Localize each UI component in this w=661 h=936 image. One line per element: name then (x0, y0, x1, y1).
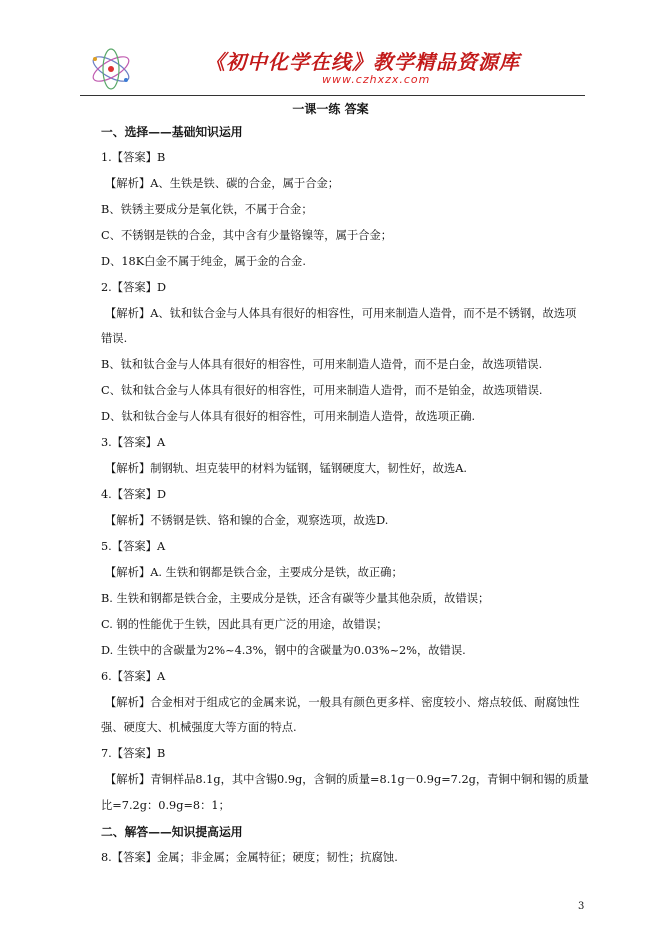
explanation-line: C、钛和钛合金与人体具有很好的相容性，可用来制造人造骨，而不是铂金，故选项错误. (101, 384, 543, 397)
explanation-line: B、钛和钛合金与人体具有很好的相容性，可用来制造人造骨，而不是白金，故选项错误. (101, 358, 543, 371)
explanation-line: B、铁锈主要成分是氧化铁，不属于合金； (101, 203, 313, 216)
answer-line: 7.【答案】B (101, 747, 166, 760)
page-header (80, 38, 585, 96)
answer-line: 1.【答案】B (101, 151, 166, 164)
header-divider (80, 95, 585, 96)
answer-line: 6.【答案】A (101, 670, 166, 683)
answer-line: 5.【答案】A (101, 540, 166, 553)
explanation-line: 强、硬度大、机械强度大等方面的特点. (101, 721, 297, 734)
answer-line: 8.【答案】金属；非金属；金属特征；硬度；韧性；抗腐蚀. (101, 851, 398, 864)
explanation-line: 【解析】A、钛和钛合金与人体具有很好的相容性，可用来制造人造骨，而不是不锈钢，故选项 (105, 307, 577, 320)
page-number: 3 (578, 901, 585, 912)
explanation-line: 【解析】A. 生铁和钢都是铁合金，主要成分是铁，故正确； (105, 566, 403, 579)
explanation-line: 【解析】不锈钢是铁、铬和镍的合金，观察选项，故选D. (105, 514, 389, 527)
answer-line: 4.【答案】D (101, 488, 167, 501)
explanation-line: 【解析】制钢轨、坦克装甲的材料为锰钢，锰钢硬度大，韧性好，故选A. (105, 462, 467, 475)
atom-logo-icon (86, 44, 136, 94)
explanation-line: C. 钢的性能优于生铁，因此具有更广泛的用途，故错误； (101, 618, 388, 631)
explanation-line: 【解析】A、生铁是铁、碳的合金，属于合金； (105, 177, 340, 190)
explanation-line: D、18K白金不属于纯金，属于金的合金. (101, 255, 306, 268)
explanation-line: 比=7.2g：0.9g=8：1； (101, 799, 230, 812)
explanation-line: D. 生铁中的含碳量为2%~4.3%，钢中的含碳量为0.03%~2%，故错误. (101, 644, 466, 657)
answer-line: 2.【答案】D (101, 281, 167, 294)
explanation-line: 【解析】青铜样品8.1g，其中含锡0.9g，含铜的质量=8.1g－0.9g=7.2g，青铜中铜和锡的质量 (105, 773, 589, 786)
explanation-line: D、钛和钛合金与人体具有很好的相容性，可用来制造人造骨，故选项正确. (101, 410, 476, 423)
banner-title: 《初中化学在线》教学精品资源库 (205, 50, 520, 74)
document-title: 一课一练 答案 (292, 102, 369, 116)
section-heading: 二、解答——知识提高运用 (101, 825, 243, 839)
section-heading: 一、选择——基础知识运用 (101, 125, 243, 139)
explanation-line: 错误. (101, 332, 128, 345)
answer-line: 3.【答案】A (101, 436, 166, 449)
banner-url: www.czhxzx.com (322, 73, 431, 86)
explanation-line: C、不锈钢是铁的合金，其中含有少量铬镍等，属于合金； (101, 229, 393, 242)
explanation-line: B. 生铁和钢都是铁合金，主要成分是铁，还含有碳等少量其他杂质，故错误； (101, 592, 490, 605)
explanation-line: 【解析】合金相对于组成它的金属来说，一般具有颜色更多样、密度较小、熔点较低、耐腐蚀性 (105, 696, 580, 709)
